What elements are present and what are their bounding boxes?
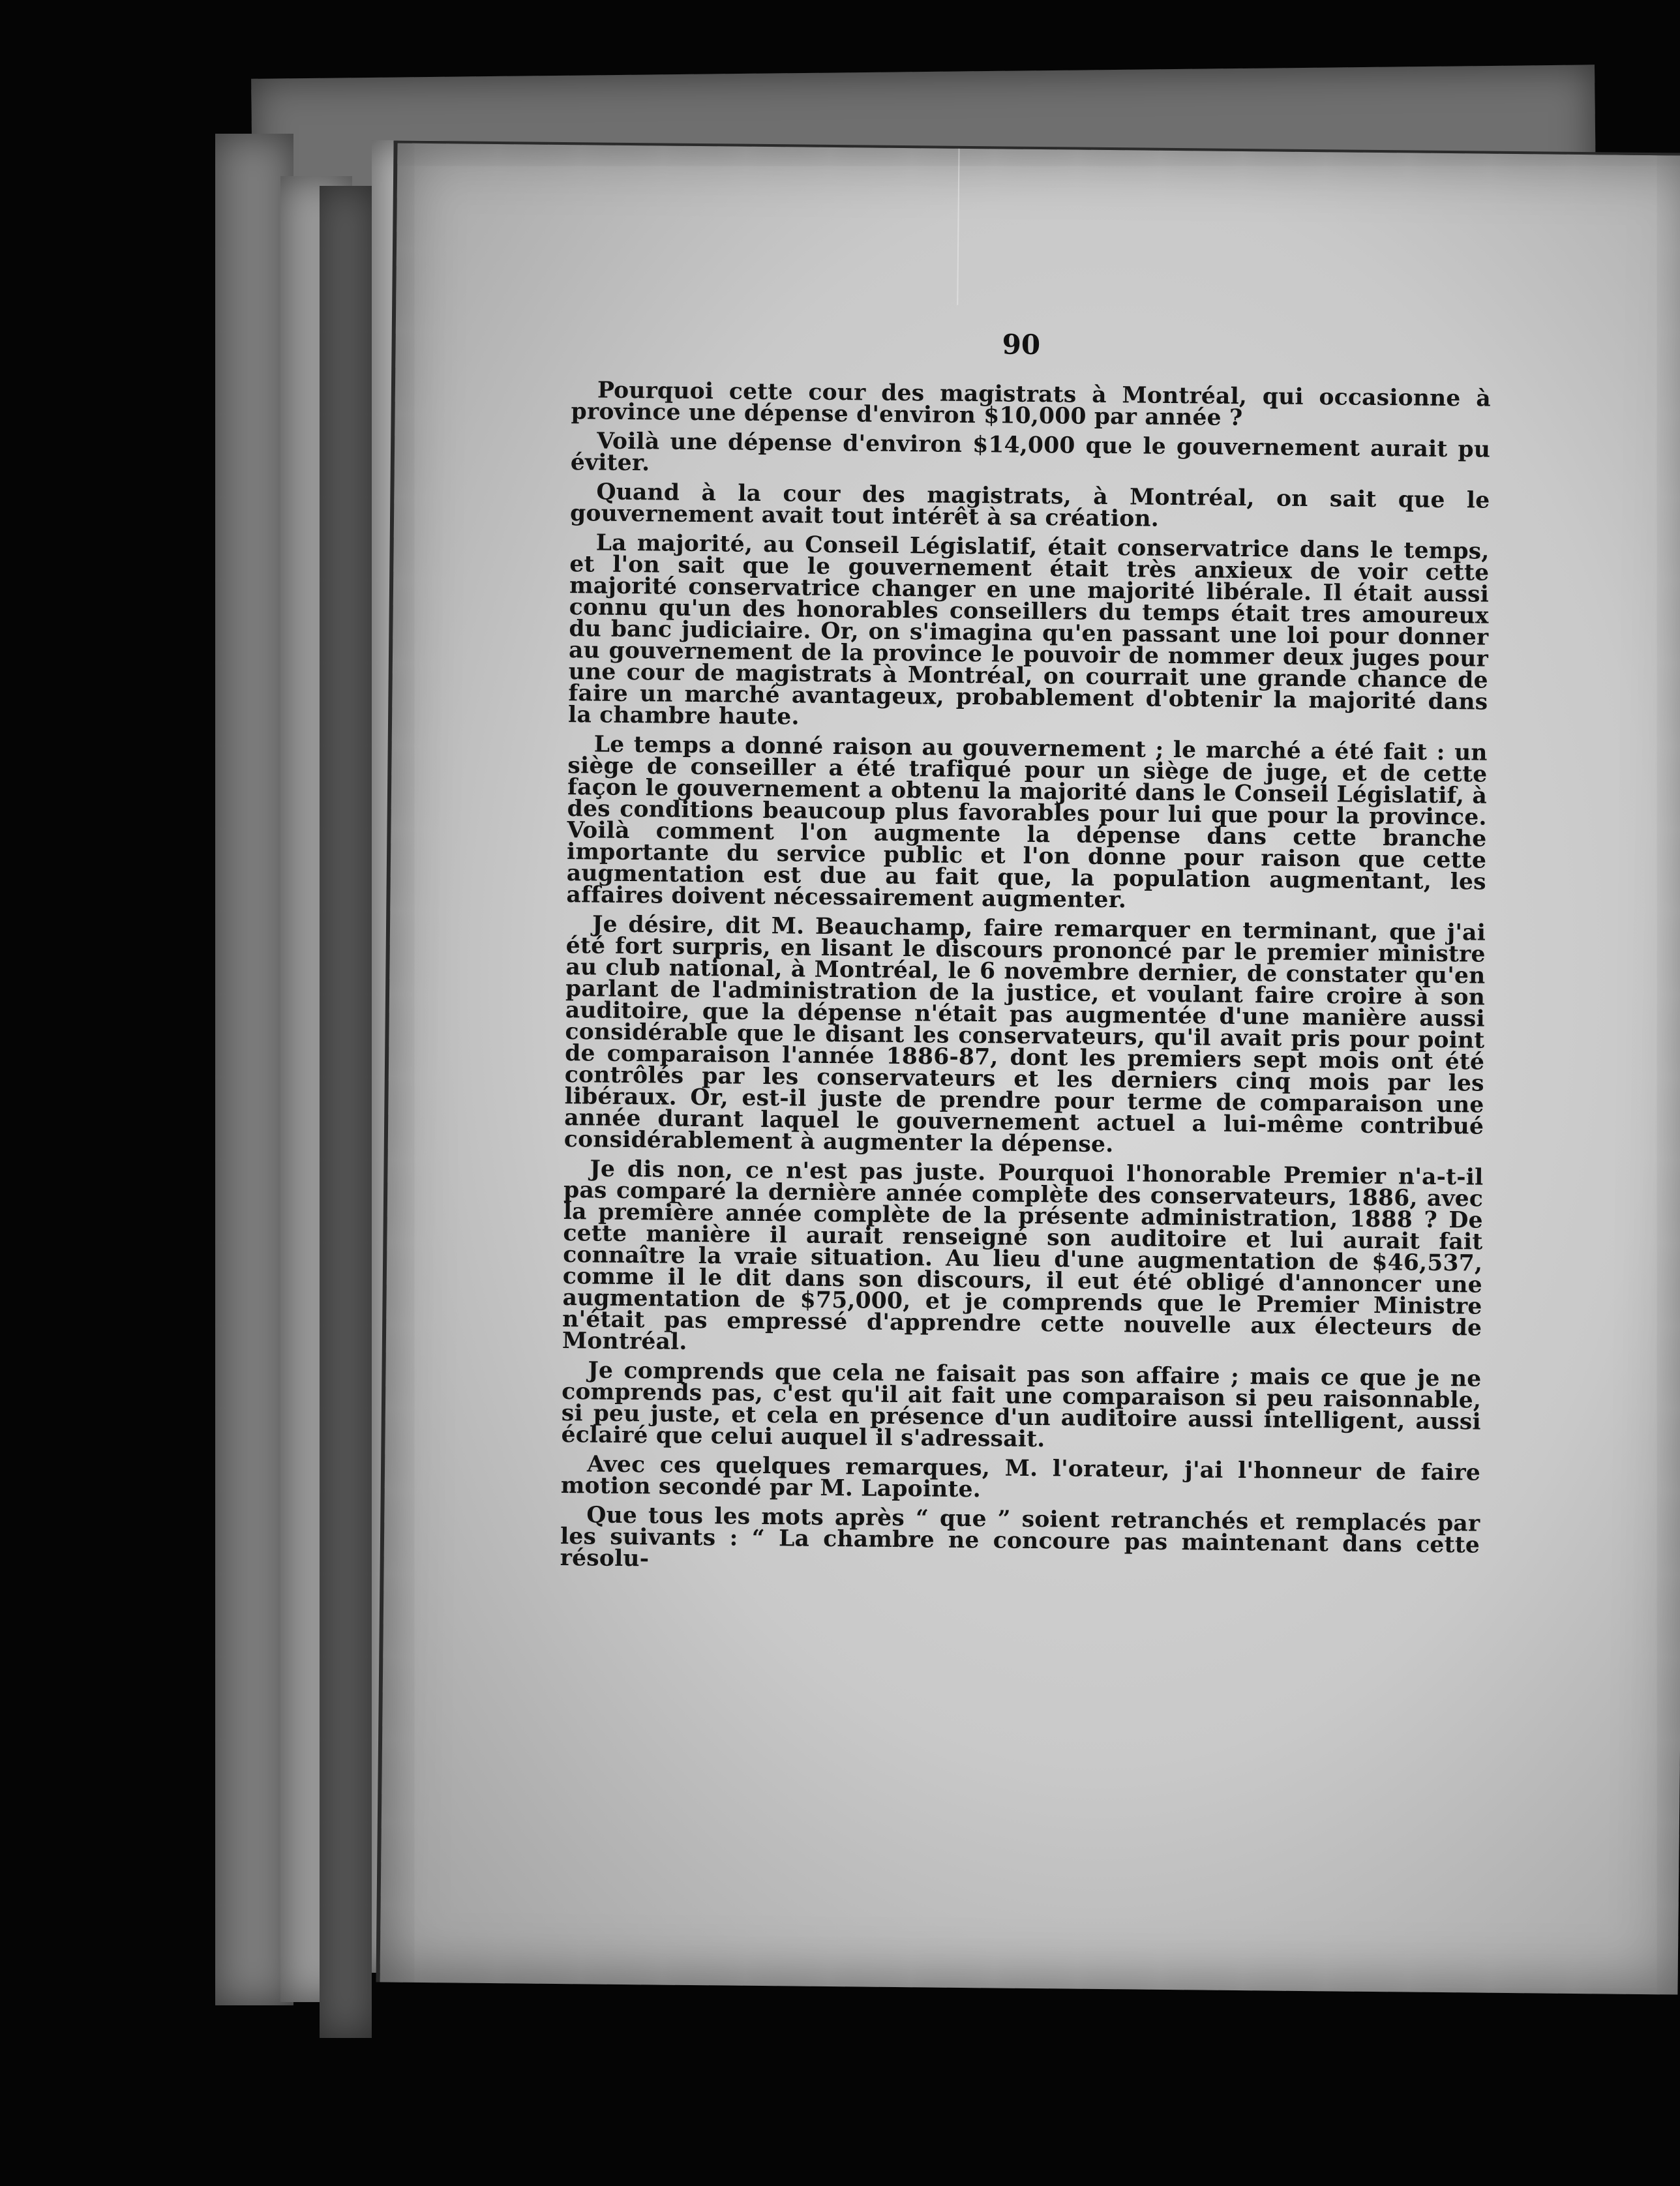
book-page bbox=[376, 140, 1680, 1994]
film-scratch bbox=[957, 149, 959, 305]
page-number: 90 bbox=[1002, 328, 1041, 361]
paragraph: Je désire, dit M. Beauchamp, faire remarquer en terminant, que j'ai été fort surpris, en lisant le discours prononcé par le premier ministre au club national, à Montréal, le 6 novembre dernier, de constater qu'en parlant de l'administration de la justice, et voulant faire croire à son auditoire, que la dépense n'était pas augmentée d'une manière aussi considérable que le disant les conservateurs, qu'il avait pris pour point de comparaison l'année 1886-87, dont les premiers sept mois ont été contrôlés par les conservateurs et les derniers cinq mois par les libéraux. Or, est-il juste de prendre pour terme de comparaison une année durant laquel le gouvernement actuel a lui-même contribué considérablement à augmenter la dépense. bbox=[563, 911, 1486, 1158]
page-edge bbox=[320, 186, 372, 2038]
paragraph: Que tous les mots après “ que ” soient retranchés et remplacés par les suivants : “ La chambre ne concoure pas maintenant dans cette résolu- bbox=[560, 1502, 1480, 1572]
paragraph: La majorité, au Conseil Législatif, était conservatrice dans le temps, et l'on sait que le gouvernement était très anxieux de voir cette majorité conservatrice changer en une majorité libérale. Il était aussi connu qu'un des honorables conseillers du temps était tres amoureux du banc judiciaire. Or, on s'imagina qu'en passant une loi pour donner au gouvernement de la province le pouvoir de nommer deux juges pour une cour de magistrats à Montréal, on courrait une grande chance de faire un marché avantageux, probablement d'obtenir la majorité dans la chambre haute. bbox=[567, 530, 1490, 730]
paragraph: Quand à la cour des magistrats, à Montréal, on sait que le gouvernement avait tout intérêt à sa création. bbox=[569, 479, 1490, 532]
paragraph: Je comprends que cela ne faisait pas son affaire ; mais ce que je ne comprends pas, c'est qu'il ait fait une comparaison si peu raisonnable, si peu juste, et cela en présence d'un auditoire aussi intelligent, aussi éclairé que celui auquel il s'adressait. bbox=[561, 1357, 1482, 1453]
paragraph: Le temps a donné raison au gouvernement ; le marché a été fait : un siège de conseiller a été trafiqué pour un siège de juge, et de cette façon le gouvernement a obtenu la majorité dans le Conseil Législatif, à des conditions beaucoup plus favorables pour lui que pour la province. Voilà comment l'on augmente la dépense dans cette branche importante du service public et l'on donne pour raison que cette augmentation est due au fait que, la population augmentant, les affaires doivent nécessairement augmenter. bbox=[566, 731, 1488, 914]
paragraph: Pourquoi cette cour des magistrats à Montréal, qui occasionne à province une dépense d'environ $10,000 par année ? bbox=[571, 377, 1492, 431]
paragraph: Avec ces quelques remarques, M. l'orateur, j'ai l'honneur de faire motion secondé par M. Lapointe. bbox=[560, 1451, 1481, 1503]
paragraph: Je dis non, ce n'est pas juste. Pourquoi l'honorable Premier n'a-t-il pas comparé la dernière année complète des conservateurs, 1886, avec la première année complète de la présente administration, 1888 ? De cette manière il aurait renseigné son auditoire et lui aurait fait connaître la vraie situation. Au lieu d'une augmentation de $46,537, comme il le dit dans son discours, il eut été obligé d'annoncer une augmentation de $75,000, et je comprends que le Premier Ministre n'était pas empressé d'apprendre cette nouvelle aux électeurs de Montréal. bbox=[562, 1156, 1484, 1355]
page-body bbox=[560, 377, 1492, 1585]
paragraph: Voilà une dépense d'environ $14,000 que le gouvernement aurait pu éviter. bbox=[570, 428, 1491, 477]
